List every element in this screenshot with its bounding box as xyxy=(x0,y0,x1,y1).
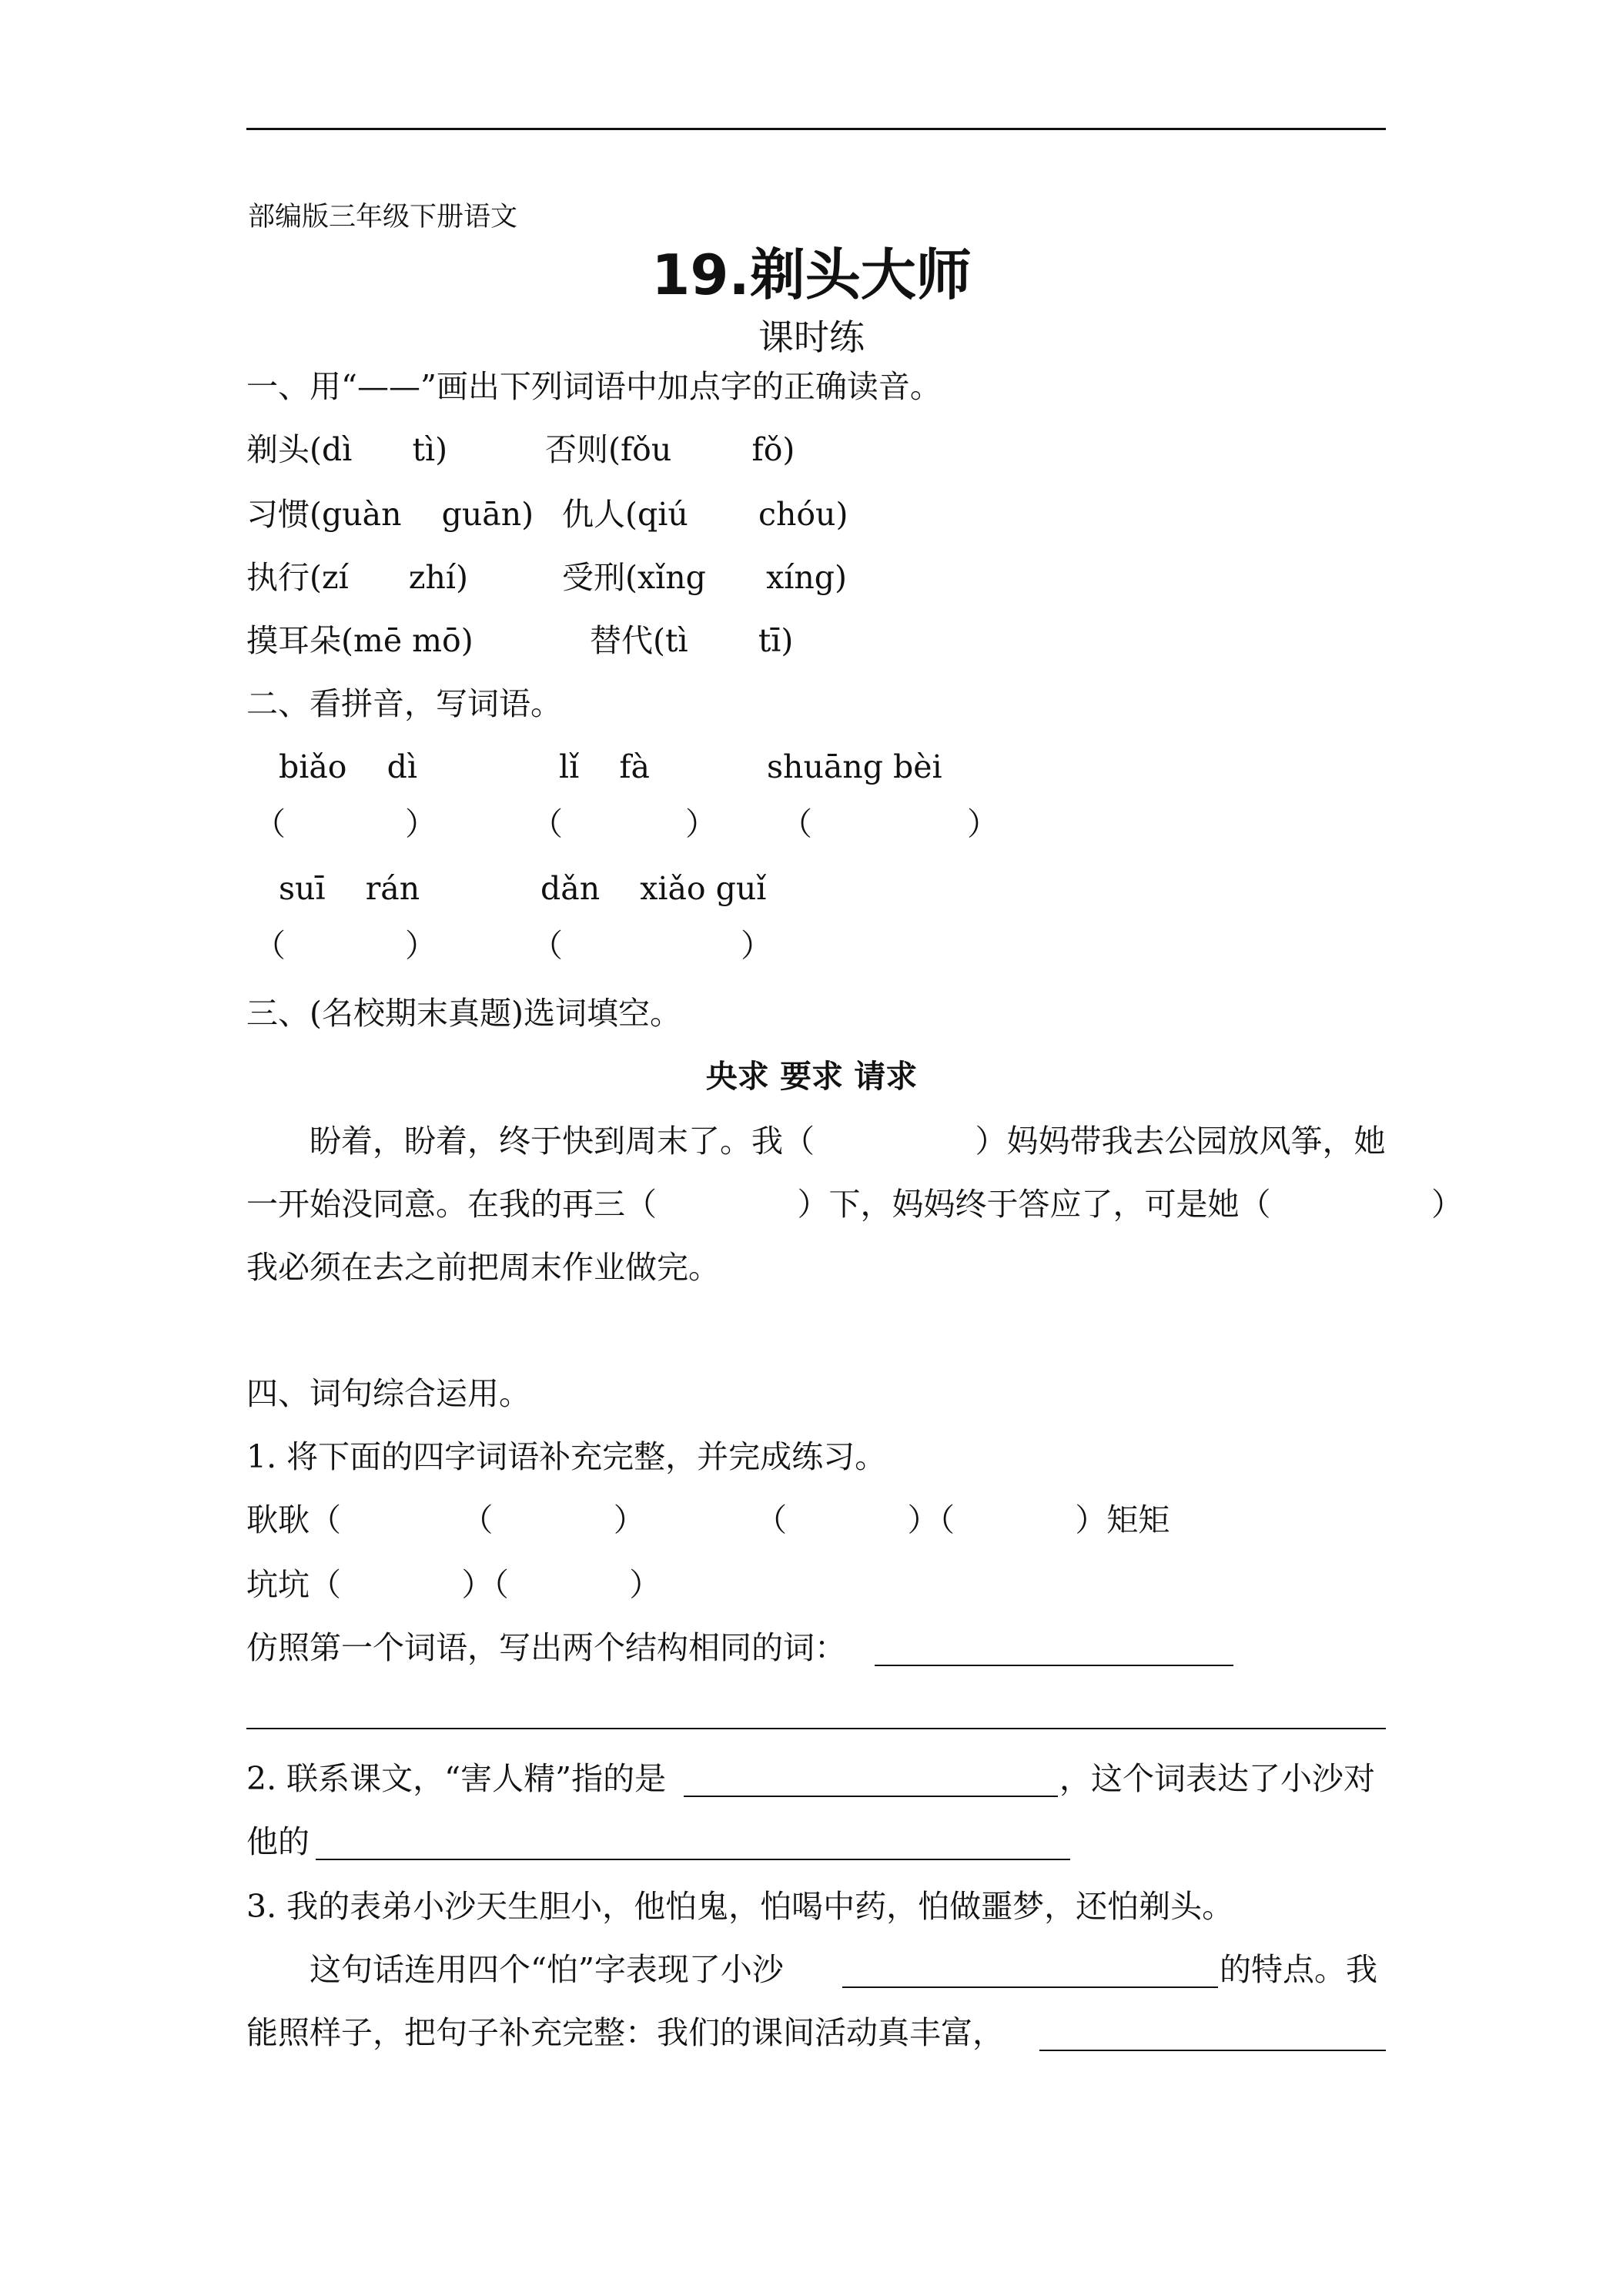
q1-item: 剃头(dì tì) xyxy=(246,431,448,468)
q2-pinyin: shuāng bèi xyxy=(767,748,942,785)
answer-line[interactable] xyxy=(684,1796,1058,1797)
answer-paren-close: ） xyxy=(405,805,437,842)
q4-subquestion-cont: ，这个词表达了小沙对 xyxy=(1059,1760,1375,1797)
answer-paren-close: ） xyxy=(685,805,717,842)
answer-line[interactable] xyxy=(246,1728,1386,1729)
q4-subquestion-cont: 能照样子，把句子补充完整：我们的课间活动真丰富， xyxy=(246,2014,1004,2051)
q4-subquestion: 2. 联系课文，“害人精”指的是 xyxy=(246,1760,667,1797)
page-subtitle: 课时练 xyxy=(758,316,865,358)
answer-paren-open: （ xyxy=(254,805,286,842)
q2-pinyin: biǎo dì xyxy=(279,748,417,785)
answer-line[interactable] xyxy=(842,1986,1218,1988)
q4-prompt: 仿照第一个词语，写出两个结构相同的词： xyxy=(246,1629,846,1666)
q4-subquestion-cont: 的特点。我 xyxy=(1220,1951,1377,1988)
word-choices: 央求 要求 请求 xyxy=(705,1058,918,1095)
page-title: 19.剃头大师 xyxy=(651,243,972,307)
answer-paren-close: ） xyxy=(967,805,999,842)
q2-heading: 二、看拼音，写词语。 xyxy=(246,685,562,722)
answer-paren-close: ） xyxy=(405,927,437,964)
answer-paren-open: （ xyxy=(254,927,286,964)
q3-line: 我必须在去之前把周末作业做完。 xyxy=(246,1249,720,1286)
q1-heading: 一、用“——”画出下列词语中加点字的正确读音。 xyxy=(246,368,942,405)
answer-paren-open: （ xyxy=(531,927,563,964)
q4-subquestion: 3. 我的表弟小沙天生胆小，他怕鬼，怕喝中药，怕做噩梦，还怕剃头。 xyxy=(246,1888,1234,1925)
q1-item: 替代(tì tī) xyxy=(590,622,794,659)
q4-subquestion: 1. 将下面的四字词语补充完整，并完成练习。 xyxy=(246,1438,887,1475)
q1-item: 仇人(qiú chóu) xyxy=(562,496,848,533)
q2-pinyin: dǎn xiǎo guǐ xyxy=(540,870,767,907)
answer-paren-close: ） xyxy=(741,927,772,964)
q1-item: 执行(zí zhí) xyxy=(246,559,469,596)
q4-subquestion-cont: 他的 xyxy=(246,1823,310,1860)
answer-line[interactable] xyxy=(875,1665,1233,1666)
q1-item: 受刑(xǐng xíng) xyxy=(562,559,847,596)
q3-heading: 三、(名校期末真题)选词填空。 xyxy=(246,995,681,1032)
q2-pinyin: suī rán xyxy=(279,870,420,907)
answer-paren-open: （ xyxy=(781,805,812,842)
q4-heading: 四、词句综合运用。 xyxy=(246,1375,530,1412)
q1-item: 习惯(guàn guān) xyxy=(246,496,534,533)
q1-item: 否则(fǒu fǒ) xyxy=(545,431,795,468)
q4-fill-row: 耿耿（ （ ） （ ）（ ）矩矩 xyxy=(246,1501,1170,1538)
top-rule xyxy=(246,128,1386,130)
q3-line: 一开始没同意。在我的再三（ ）下，妈妈终于答应了，可是她（ ） xyxy=(246,1186,1463,1223)
answer-paren-open: （ xyxy=(531,805,563,842)
q1-item: 摸耳朵(mē mō) xyxy=(246,622,474,659)
q3-line-text: 盼着，盼着，终于快到周末了。我（ ）妈妈带我去公园放风筝，她 xyxy=(310,1123,1386,1160)
answer-line[interactable] xyxy=(1039,2050,1386,2051)
q4-subquestion-cont: 这句话连用四个“怕”字表现了小沙 xyxy=(310,1951,784,1988)
series-label: 部编版三年级下册语文 xyxy=(248,202,518,233)
q4-fill-row: 坑坑（ ）（ ） xyxy=(246,1566,661,1603)
q2-pinyin: lǐ fà xyxy=(559,748,650,785)
q3-line xyxy=(310,1123,1386,1160)
answer-line[interactable] xyxy=(316,1859,1070,1860)
